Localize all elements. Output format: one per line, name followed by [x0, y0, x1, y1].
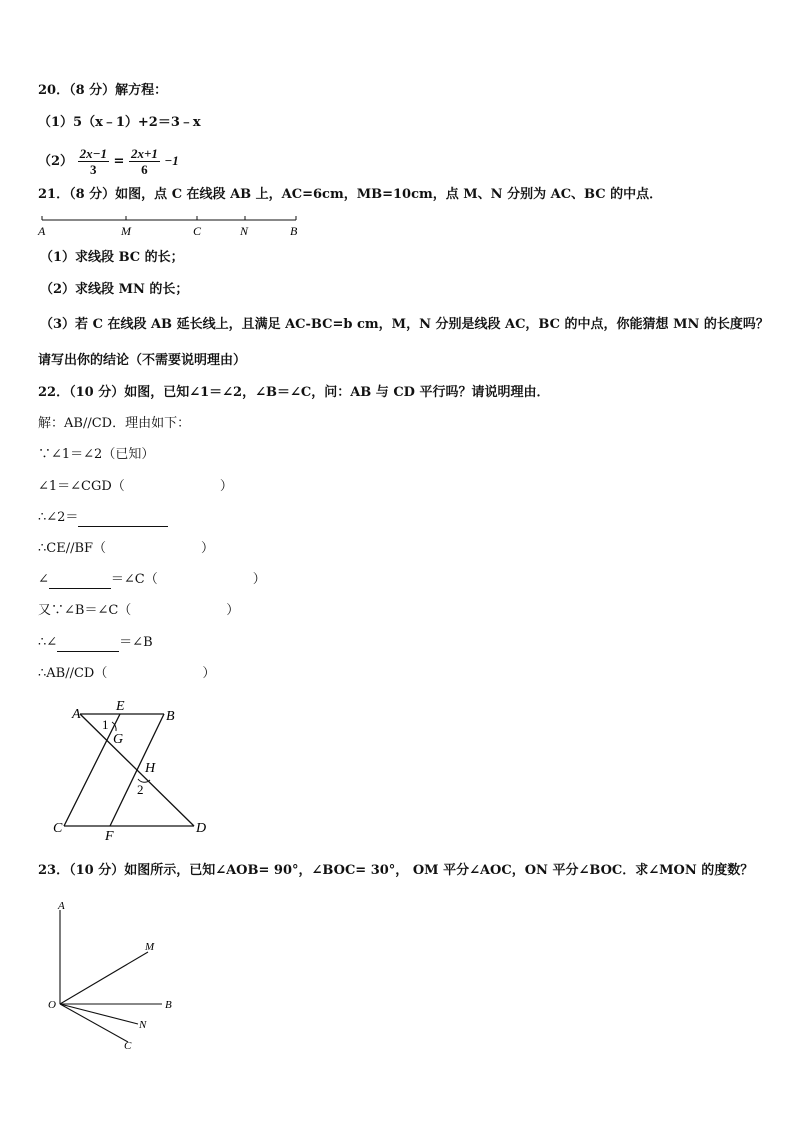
q22-line-8: ∴∠ ＝∠B [38, 635, 153, 650]
q22-title: 22．（10 分）如图，已知∠1＝∠2，∠B＝∠C，问：AB 与 CD 平行吗？请说明理由． [38, 385, 550, 400]
q21-segment-figure [34, 212, 304, 240]
label-m: M [121, 224, 131, 238]
ray-oc [60, 1004, 128, 1042]
label-b: B [166, 709, 175, 724]
label-g: G [113, 732, 124, 747]
q20-title: 20．（8 分）解方程： [38, 83, 168, 98]
q23-angle-figure [44, 898, 184, 1050]
q22-line-5: ∴CE//BF（ ） [38, 541, 215, 556]
label-a: A [38, 224, 46, 238]
q22-line-1: 解：AB//CD．理由如下： [38, 416, 191, 431]
label-d: D [196, 821, 207, 836]
label-h: H [145, 761, 156, 776]
answer-blank[interactable] [49, 574, 111, 589]
q20-lhs-fraction: $\frac{2x-1}{3}$ [79, 146, 107, 177]
q22-line-9: ∴AB//CD（ ） [38, 666, 216, 681]
answer-blank[interactable] [57, 637, 119, 652]
q20-item2-label: （2） [38, 154, 74, 169]
ray-om [60, 952, 148, 1004]
q22-line-4: ∴∠2＝ [38, 509, 168, 527]
answer-blank[interactable] [78, 512, 168, 527]
ray-on [60, 1004, 138, 1024]
label-n: N [240, 224, 249, 238]
q20-tail: −1 [164, 153, 179, 168]
q22-line-6: ∠ ＝∠C（ ） [38, 572, 266, 587]
label-n: N [139, 1019, 147, 1031]
q22-parallel-figure [50, 696, 220, 841]
label-b: B [165, 999, 172, 1011]
q22-line-3: ∠1＝∠CGD（ ） [38, 479, 233, 494]
line-bf [110, 714, 164, 826]
q23-title: 23．（10 分）如图所示，已知∠AOB= 90°，∠BOC= 30°， OM 平分∠AOC，ON 平分∠BOC．求∠MON 的度数？ [38, 863, 754, 878]
label-m: M [145, 941, 155, 953]
label-b: B [290, 224, 298, 238]
q20-equation-1: （1）5（x﹣1）+2＝3﹣x [38, 115, 201, 130]
q20-equals: = [113, 154, 125, 169]
label-a: A [72, 707, 81, 722]
label-e: E [116, 699, 125, 714]
q20-rhs-fraction: $\frac{2x+1}{6}$ [130, 146, 158, 177]
label-a: A [58, 900, 65, 912]
line-ec [64, 714, 120, 826]
label-angle-2: 2 [137, 782, 144, 797]
label-c: C [193, 224, 202, 238]
label-c: C [124, 1040, 132, 1050]
q22-line-2: ∵∠1＝∠2（已知） [38, 447, 155, 462]
q21-sub3-cont: 请写出你的结论（不需要说明理由） [38, 353, 247, 368]
label-c: C [53, 821, 63, 836]
q21-sub1: （1）求线段 BC 的长； [40, 250, 184, 265]
label-angle-1: 1 [102, 717, 109, 732]
label-o: O [48, 999, 56, 1011]
q21-sub2: （2）求线段 MN 的长； [40, 282, 189, 297]
q21-title: 21．（8 分）如图，点 C 在线段 AB 上，AC=6cm，MB=10cm，点 M、N 分别为 AC、BC 的中点． [38, 187, 663, 202]
q21-sub3: （3）若 C 在线段 AB 延长线上，且满足 AC-BC=b cm，M，N 分别是线段 AC，BC 的中点，你能猜想 MN 的长度吗？ [40, 317, 769, 332]
q22-line-7: 又∵∠B＝∠C（ ） [38, 603, 240, 618]
q20-equation-2 [38, 145, 179, 178]
label-f: F [105, 829, 114, 841]
